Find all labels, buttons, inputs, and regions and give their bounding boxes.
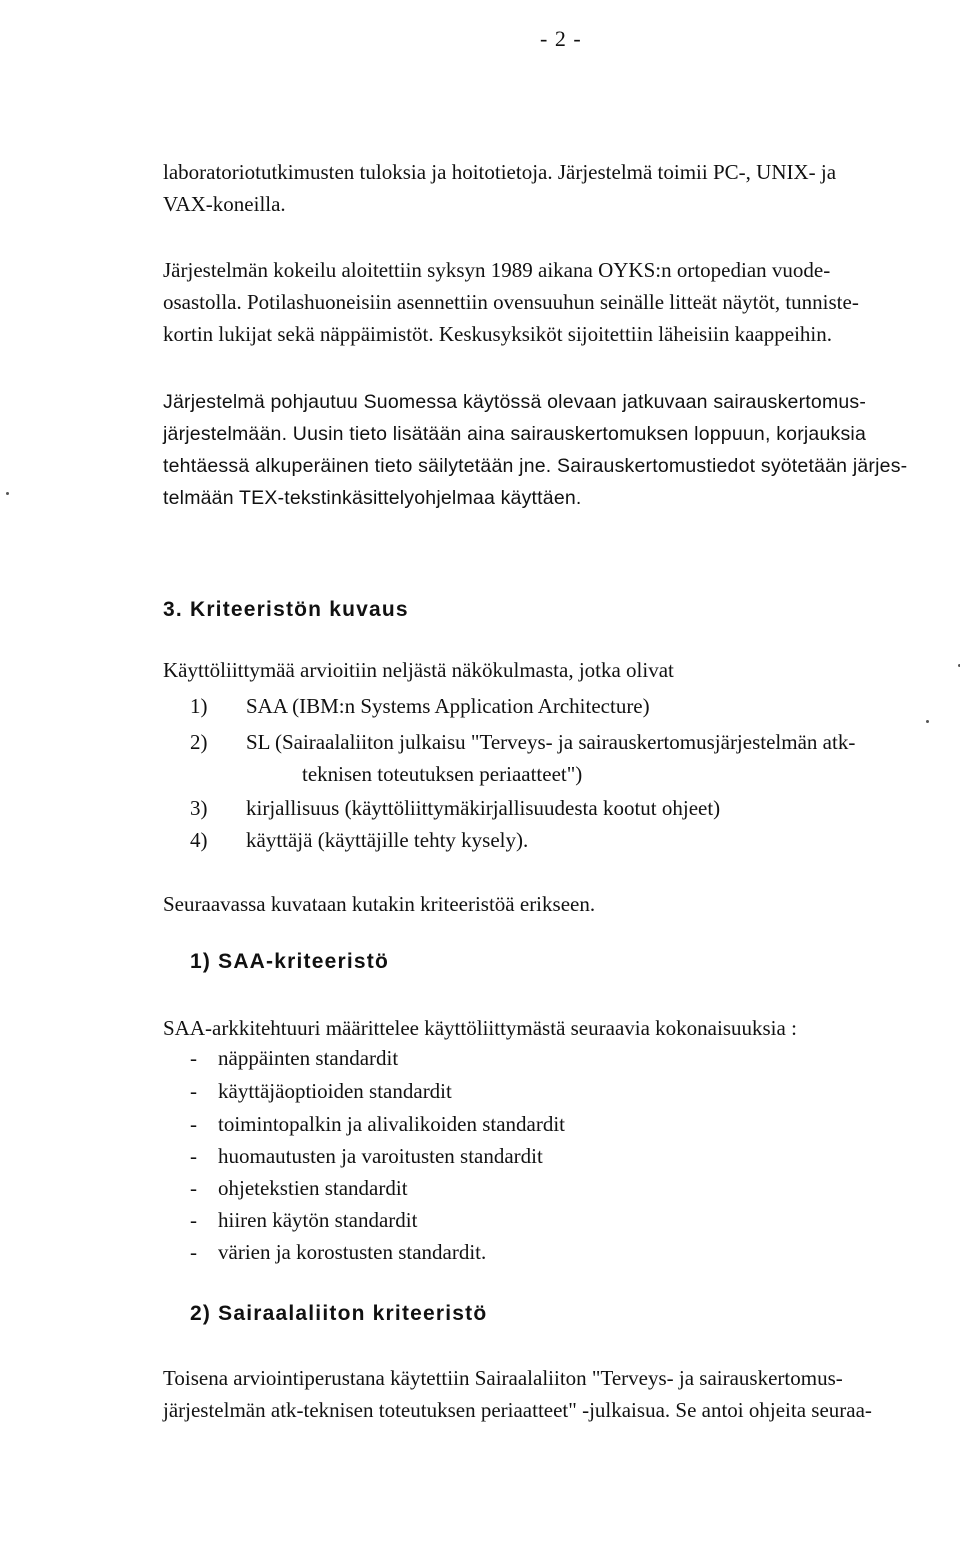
- dash-marker: -: [190, 1144, 197, 1168]
- item-text: ohjetekstien standardit: [218, 1176, 408, 1200]
- dash-marker: -: [190, 1112, 197, 1136]
- item-number: 2): [190, 730, 208, 754]
- item-text-continued: teknisen toteutuksen periaatteet"): [302, 762, 583, 786]
- text-line: Järjestelmän kokeilu aloitettiin syksyn 1989 aikana OYKS:n ortopedian vuode-: [163, 258, 831, 282]
- item-text: näppäinten standardit: [218, 1046, 399, 1070]
- dash-marker: -: [190, 1176, 197, 1200]
- text-line: järjestelmän atk-teknisen toteutuksen periaatteet" -julkaisua. Se antoi ohjeita seuraa-: [163, 1398, 872, 1422]
- text-line: VAX-koneilla.: [163, 192, 286, 216]
- scan-speck: [926, 720, 929, 723]
- text-line: tehtäessä alkuperäinen tieto säilytetään jne. Sairauskertomustiedot syötetään järjes-: [163, 455, 908, 477]
- text-line: laboratoriotutkimusten tuloksia ja hoitotietoja. Järjestelmä toimii PC-, UNIX- ja: [163, 160, 837, 184]
- saa-intro: SAA-arkkitehtuuri määrittelee käyttöliittymästä seuraavia kokonaisuuksia :: [163, 1016, 797, 1040]
- subsection-heading: 1) SAA-kriteeristö: [190, 950, 389, 973]
- item-number: 3): [190, 796, 208, 820]
- item-number: 1): [190, 694, 208, 718]
- dash-marker: -: [190, 1208, 197, 1232]
- item-text: SL (Sairaalaliiton julkaisu "Terveys- ja sairauskertomusjärjestelmän atk-: [246, 730, 856, 754]
- item-text: käyttäjä (käyttäjille tehty kysely).: [246, 828, 529, 852]
- text-line: järjestelmään. Uusin tieto lisätään aina sairauskertomuksen loppuun, korjauksia: [163, 423, 867, 445]
- text-line: Toisena arviointiperustana käytettiin Sairaalaliiton "Terveys- ja sairauskertomus-: [163, 1366, 843, 1390]
- text-line: Järjestelmä pohjautuu Suomessa käytössä olevaan jatkuvaan sairauskertomus-: [163, 391, 867, 413]
- criteria-followup: Seuraavassa kuvataan kutakin kriteeristöä erikseen.: [163, 892, 596, 916]
- text-line: osastolla. Potilashuoneisiin asennettiin ovensuuhun seinälle litteät näytöt, tunniste-: [163, 290, 859, 314]
- section-heading: 3. Kriteeristön kuvaus: [163, 598, 409, 621]
- item-text: käyttäjäoptioiden standardit: [218, 1079, 452, 1103]
- item-text: huomautusten ja varoitusten standardit: [218, 1144, 543, 1168]
- item-text: SAA (IBM:n Systems Application Architecture): [246, 694, 650, 718]
- dash-marker: -: [190, 1240, 197, 1264]
- scan-speck: [6, 492, 9, 495]
- page-number: - 2 -: [540, 26, 582, 51]
- item-number: 4): [190, 828, 208, 852]
- dash-marker: -: [190, 1079, 197, 1103]
- text-line: telmään TEX-tekstinkäsittelyohjelmaa käyttäen.: [163, 487, 582, 509]
- dash-marker: -: [190, 1046, 197, 1070]
- subsection-heading: 2) Sairaalaliiton kriteeristö: [190, 1302, 488, 1325]
- item-text: toimintopalkin ja alivalikoiden standardit: [218, 1112, 566, 1136]
- item-text: hiiren käytön standardit: [218, 1208, 418, 1232]
- text-line: kortin lukijat sekä näppäimistöt. Keskusyksiköt sijoitettiin läheisiin kaappeihin.: [163, 322, 832, 346]
- item-text: kirjallisuus (käyttöliittymäkirjallisuudesta kootut ohjeet): [246, 796, 721, 820]
- item-text: värien ja korostusten standardit.: [218, 1240, 487, 1264]
- criteria-intro: Käyttöliittymää arvioitiin neljästä näkökulmasta, jotka olivat: [163, 658, 674, 682]
